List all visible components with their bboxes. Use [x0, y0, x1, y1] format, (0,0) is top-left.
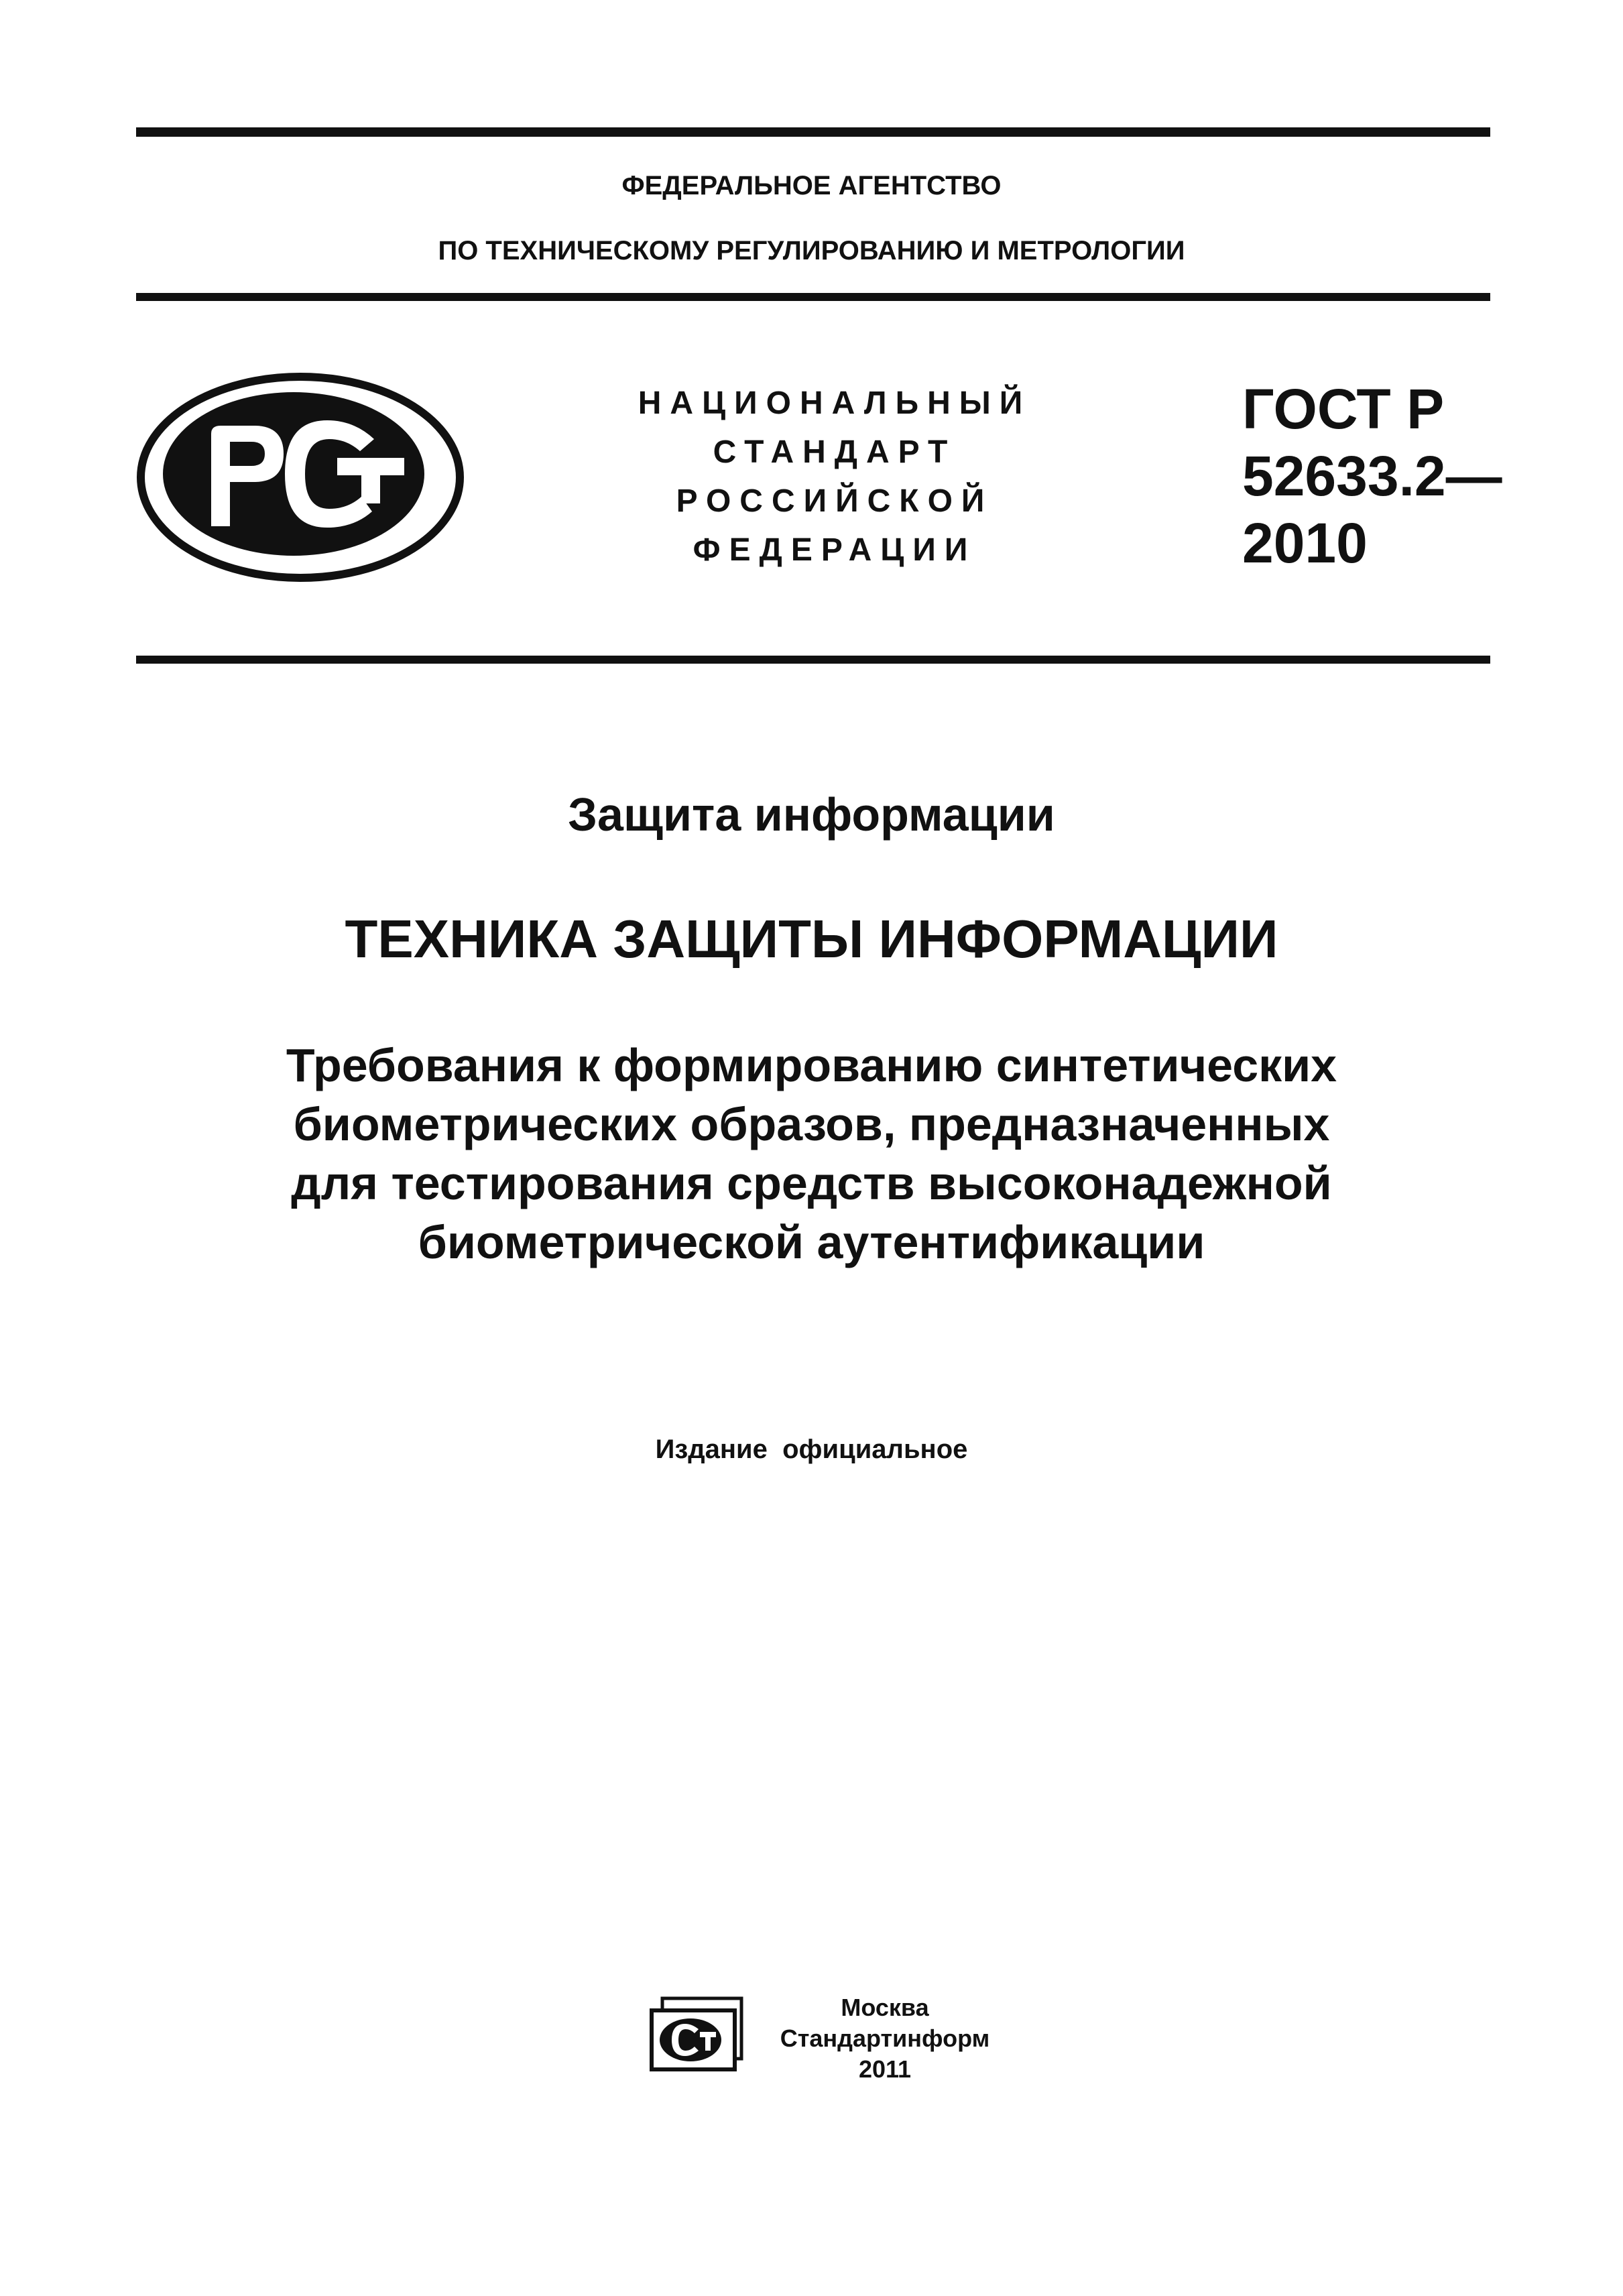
rst-certification-mark-icon [136, 372, 465, 583]
document-description [0, 1036, 1623, 1272]
document-subtitle: ТЕХНИКА ЗАЩИТЫ ИНФОРМАЦИИ [345, 909, 1278, 969]
description-line: биометрической аутентификации [418, 1216, 1205, 1268]
standard-code [1242, 375, 1502, 577]
header-rule [136, 293, 1490, 301]
standard-type-line: РОССИЙСКОЙ [676, 483, 994, 519]
standard-code-line: ГОСТ Р [1242, 377, 1445, 440]
standartinform-logo-icon [649, 1994, 744, 2071]
section-rule [136, 656, 1490, 664]
standard-type-line: СТАНДАРТ [713, 434, 957, 470]
top-rule [136, 127, 1490, 137]
description-line: Требования к формированию синтетических [286, 1039, 1337, 1091]
standard-type-line: НАЦИОНАЛЬНЫЙ [638, 385, 1032, 421]
publisher-info [771, 1992, 999, 2085]
agency-line-1: ФЕДЕРАЛЬНОЕ АГЕНТСТВО [621, 171, 1002, 200]
standard-code-line: 2010 [1242, 511, 1368, 575]
edition-label: Издание официальное [655, 1435, 968, 1464]
document-title: Защита информации [568, 788, 1055, 841]
publisher-city: Москва [841, 1994, 929, 2021]
standard-type-line: ФЕДЕРАЦИИ [693, 532, 977, 568]
description-line: биометрических образов, предназначенных [293, 1098, 1330, 1150]
publication-year: 2011 [858, 2055, 912, 2083]
publisher-name: Стандартинформ [780, 2025, 990, 2052]
standard-code-line: 52633.2— [1242, 444, 1502, 507]
description-line: для тестирования средств высоконадежной [291, 1157, 1332, 1209]
standard-type [590, 379, 1079, 575]
agency-line-2: ПО ТЕХНИЧЕСКОМУ РЕГУЛИРОВАНИЮ И МЕТРОЛОГИИ [438, 236, 1185, 265]
